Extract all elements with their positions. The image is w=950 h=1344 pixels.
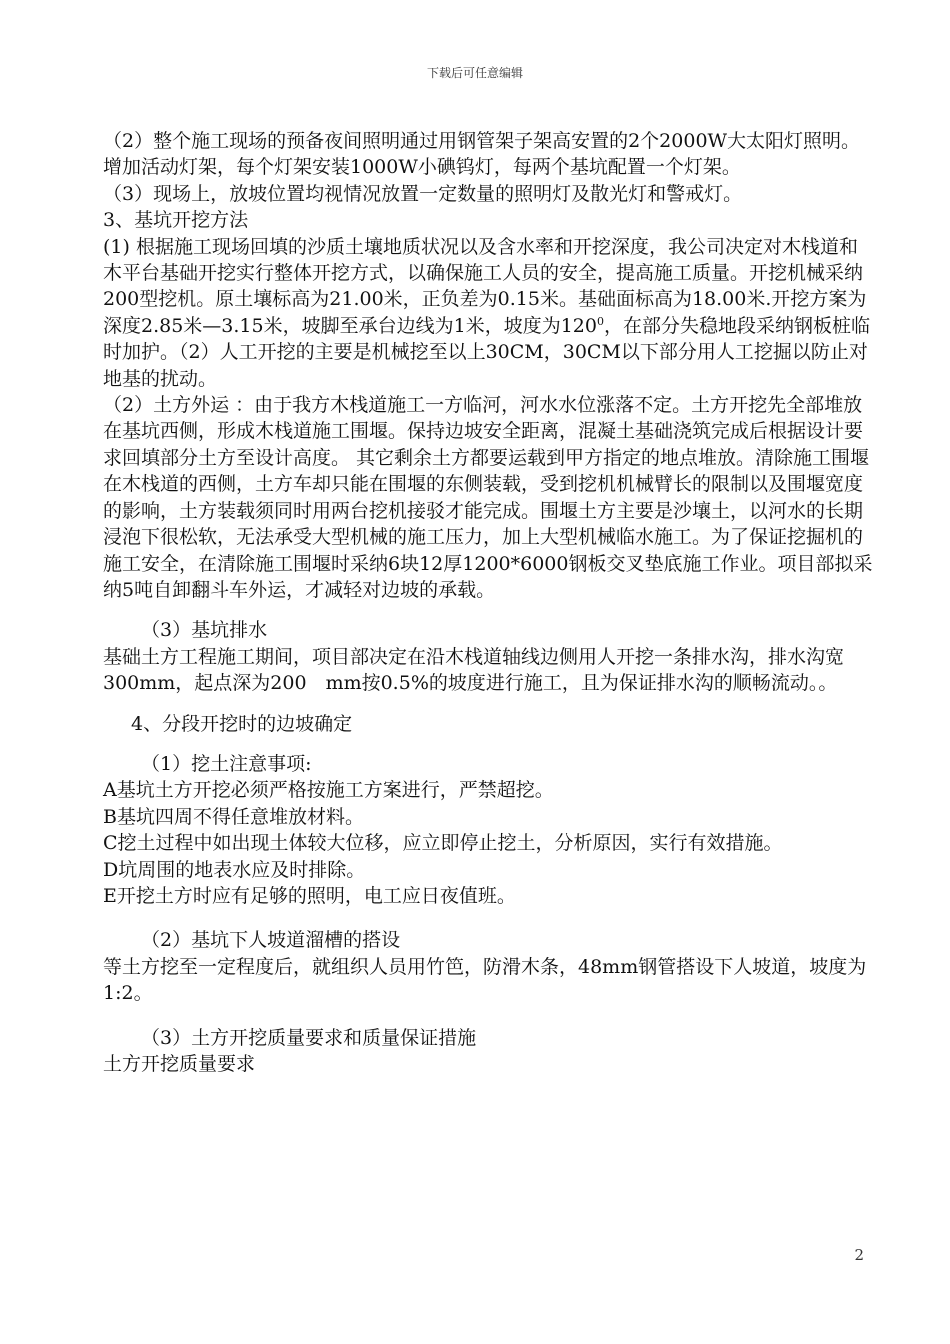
excavation-text-a: (1) 根据施工现场回填的沙质土壤地质状况以及含水率和开挖深度，我公司决定对木栈道和木平台基础开挖实行整体开挖方式，以确保施工人员的安全，提高施工质量。开挖机械采纳200型挖机。原土壤标高为21.00米，正负差为0.15米。基础面标高为18.00米.开挖方案为深度2.85米—3.15米，坡脚至承台边线为1米，坡度为120 [103,235,867,337]
paragraph-excavation-1 [103,234,873,392]
paragraph-ramp: 等土方挖至一定程度后，就组织人员用竹笆，防滑木条，48mm钢管搭设下人坡道，坡度为1:2。 [103,955,867,1005]
paragraph-lighting-3: （3）现场上，放坡位置均视情况放置一定数量的照明灯及散光灯和警戒灯。 [103,182,743,205]
page-number: 2 [854,1246,864,1264]
precaution-d: D坑周围的地表水应及时排除。 [103,858,366,881]
document-body [103,128,873,1077]
paragraph-earth-transport: （2）土方外运 ：由于我方木栈道施工一方临河，河水水位涨落不定。土方开挖先全部堆放在基坑西侧，形成木栈道施工围堰。保持边坡安全距离，混凝土基础浇筑完成后根据设计要求回填部分土方至设计高度。 其它剩余土方都要运载到甲方指定的地点堆放。清除施工围堰在木栈道的西侧，土方车却只能在围堰的东侧装载，受到挖机机械臂长的限制以及围堰宽度的影响，土方装载须同时用两台挖机接驳才能完成。围堰土方主要是沙壤土，以河水的长期浸泡下很松软，无法承受大型机械的施工压力，加上大型机械临水施工。为了保证挖掘机的施工安全，在清除施工围堰时采纳6块12厚1200*6000钢板交叉垫底施工作业。项目部拟采纳5吨自卸翻斗车外运，才减轻对边坡的承载。 [103,394,873,601]
subheading-ramp: （2）基坑下人坡道溜槽的搭设 [141,929,401,952]
degree-superscript: 0 [596,314,604,328]
excavation-text-b: ，在部分失稳地段采纳钢板桩临时加护。（2）人工开挖的主要是机械挖至以上30CM，30CM以下部分用人工挖掘以防止对地基的扰动。 [103,314,870,390]
precaution-b: B基坑四周不得任意堆放材料。 [103,805,364,828]
subheading-drainage: （3）基坑排水 [141,619,268,642]
precaution-e: E开挖土方时应有足够的照明，电工应日夜值班。 [103,884,516,907]
subheading-quality: （3）土方开挖质量要求和质量保证措施 [141,1026,477,1049]
precaution-a: A基坑土方开挖必须严格按施工方案进行，严禁超挖。 [103,779,554,802]
subheading-precautions: （1）挖土注意事项: [141,752,312,775]
section-heading-4: 4、分段开挖时的边坡确定 [131,712,353,735]
paragraph-drainage: 基础土方工程施工期间，项目部决定在沿木栈道轴线边侧用人开挖一条排水沟，排水沟宽300mm，起点深为200 mm按0.5%的坡度进行施工，且为保证排水沟的顺畅流动。。 [103,645,845,695]
section-heading-3: 3、基坑开挖方法 [103,209,249,232]
page-header: 下载后可任意编辑 [426,66,523,80]
precaution-c: C挖土过程中如出现土体较大位移，应立即停止挖土，分析原因，实行有效措施。 [103,832,783,855]
paragraph-lighting-2: （2）整个施工现场的预备夜间照明通过用钢管架子架高安置的2个2000W大太阳灯照明。增加活动灯架，每个灯架安装1000W小碘钨灯，每两个基坑配置一个灯架。 [103,130,861,179]
paragraph-quality: 土方开挖质量要求 [103,1053,256,1075]
